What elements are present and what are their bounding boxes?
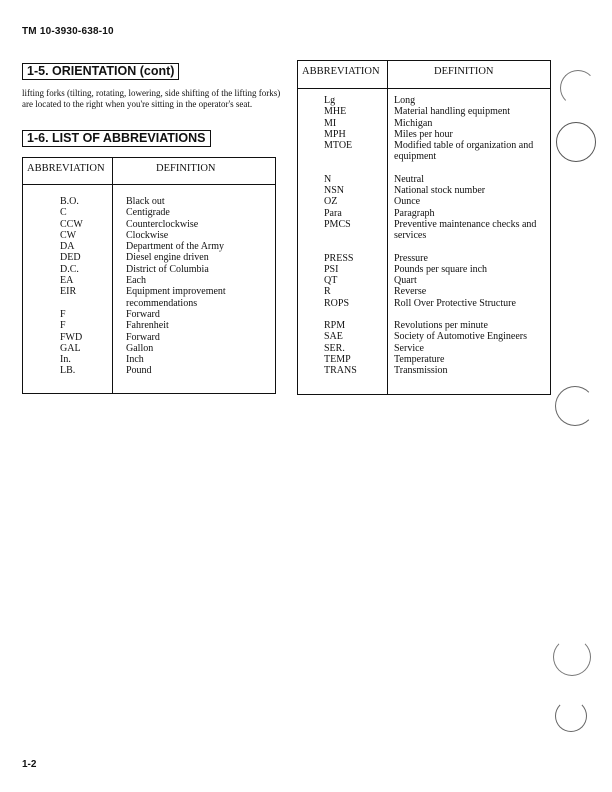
- definition-cell: Centigrade: [126, 207, 170, 219]
- abbreviations-heading: 1-6. LIST OF ABBREVIATIONS: [22, 130, 211, 147]
- table-row: [60, 219, 270, 230]
- table-row: [324, 185, 545, 196]
- definition-cell: Paragraph: [394, 207, 435, 219]
- definition-cell: National stock number: [394, 185, 486, 197]
- abbreviation-cell: PMCS: [324, 218, 351, 230]
- definition-cell: Each: [126, 275, 146, 287]
- definition-cell: Quart: [394, 275, 417, 287]
- abbreviation-cell: FWD: [60, 331, 83, 343]
- abbreviation-cell: F: [60, 320, 66, 332]
- definition-cell: Neutral: [394, 173, 424, 185]
- binder-hole-mark: [556, 122, 596, 162]
- orientation-paragraph: lifting forks (tilting, rotating, lowering, side shifting of the lifting forks) are located to the right when you're sitting in the operator's seat.: [22, 88, 281, 110]
- table-row: [324, 95, 545, 106]
- table-row: [60, 365, 270, 376]
- abbreviation-cell: GAL: [60, 342, 81, 354]
- abbreviation-cell: TRANS: [324, 365, 357, 377]
- abbreviation-cell: SER.: [324, 342, 345, 354]
- definition-cell: Inch: [126, 354, 144, 366]
- table-header: [298, 61, 550, 89]
- col-header-abbreviation: ABBREVIATION: [27, 163, 105, 174]
- definition-cell: Pound: [126, 365, 152, 377]
- table-row: [324, 354, 545, 365]
- table-row: [324, 140, 545, 163]
- abbreviation-cell: N: [324, 173, 332, 185]
- abbreviation-cell: In.: [60, 354, 71, 366]
- definition-cell: Michigan: [394, 117, 433, 129]
- table-row: [324, 196, 545, 207]
- table-row: [324, 219, 545, 242]
- abbreviation-cell: F: [60, 308, 66, 320]
- abbreviation-cell: R: [324, 286, 331, 298]
- table-row: [324, 174, 545, 185]
- table-row: [324, 343, 545, 354]
- abbreviation-cell: MI: [324, 117, 337, 129]
- table-row: [60, 354, 270, 365]
- definition-cell: Reverse: [394, 286, 427, 298]
- definition-cell: Pounds per square inch: [394, 263, 488, 275]
- abbreviation-cell: EA: [60, 275, 74, 287]
- table-row: [324, 320, 545, 331]
- definition-cell: Transmission: [394, 365, 448, 377]
- table-row: [324, 365, 545, 376]
- definition-cell: Service: [394, 342, 424, 354]
- abbreviation-cell: D.C.: [60, 263, 79, 275]
- abbreviation-cell: QT: [324, 275, 338, 287]
- definition-cell: Forward: [126, 308, 160, 320]
- abbreviation-cell: Lg: [324, 95, 336, 106]
- abbreviation-cell: MPH: [324, 128, 346, 140]
- table-row: [324, 298, 545, 309]
- binder-hole-mark: [555, 386, 595, 426]
- table-body: [324, 95, 545, 377]
- definition-cell: Clockwise: [126, 229, 169, 241]
- abbreviation-cell: CW: [60, 229, 77, 241]
- table-body: [60, 196, 270, 377]
- table-row: [324, 286, 545, 297]
- table-row: [60, 343, 270, 354]
- abbreviation-cell: Para: [324, 207, 342, 219]
- abbreviation-cell: SAE: [324, 331, 343, 343]
- abbreviation-cell: DED: [60, 252, 81, 264]
- table-row: [324, 275, 545, 286]
- definition-cell: Roll Over Protective Structure: [394, 297, 516, 309]
- definition-cell: Society of Automotive Engineers: [394, 331, 528, 343]
- abbreviation-cell: ROPS: [324, 297, 350, 309]
- definition-cell: Ounce: [394, 196, 421, 208]
- definition-cell: Revolutions per minute: [394, 320, 488, 332]
- abbreviation-cell: MHE: [324, 106, 347, 118]
- abbreviation-cell: CCW: [60, 218, 83, 230]
- table-row: [324, 253, 545, 264]
- orientation-heading: 1-5. ORIENTATION (cont): [22, 63, 179, 80]
- definition-cell: Pressure: [394, 252, 428, 264]
- definition-cell: Material handling equipment: [394, 106, 511, 118]
- col-header-definition: DEFINITION: [434, 66, 494, 77]
- table-row: [60, 332, 270, 343]
- definition-cell: Miles per hour: [394, 128, 453, 140]
- definition-cell: Diesel engine driven: [126, 252, 209, 264]
- tm-number: TM 10-3930-638-10: [22, 26, 114, 37]
- definition-cell: Department of the Army: [126, 241, 225, 253]
- table-row: [60, 275, 270, 286]
- binder-hole-mark: [560, 70, 596, 106]
- abbreviation-cell: NSN: [324, 185, 345, 197]
- abbreviation-cell: PSI: [324, 263, 339, 275]
- definition-cell: Fahrenheit: [126, 320, 169, 332]
- binder-hole-mark: [553, 638, 591, 676]
- abbreviation-cell: EIR: [60, 286, 77, 298]
- table-row: [324, 118, 545, 129]
- binder-hole-mark: [555, 700, 587, 732]
- col-header-abbreviation: ABBREVIATION: [302, 66, 380, 77]
- table-row: [60, 241, 270, 252]
- definition-cell: Gallon: [126, 342, 154, 354]
- abbreviation-cell: PRESS: [324, 252, 354, 264]
- abbreviation-cell: DA: [60, 241, 75, 253]
- table-row: [60, 320, 270, 331]
- table-row: [324, 331, 545, 342]
- col-header-definition: DEFINITION: [156, 163, 216, 174]
- definition-cell: Forward: [126, 331, 160, 343]
- table-row: [60, 309, 270, 320]
- definition-cell: Modified table of organization and equipment: [394, 140, 534, 163]
- abbreviation-cell: B.O.: [60, 196, 79, 207]
- abbreviations-table-right: [297, 60, 551, 395]
- abbreviation-cell: OZ: [324, 196, 338, 208]
- table-row: [60, 207, 270, 218]
- page-number: 1-2: [22, 759, 37, 770]
- table-row: [60, 230, 270, 241]
- table-row: [324, 264, 545, 275]
- definition-cell: Equipment improvement recommendations: [126, 286, 226, 309]
- definition-cell: Counterclockwise: [126, 218, 199, 230]
- abbreviations-table-left: [22, 157, 276, 394]
- abbreviation-cell: C: [60, 207, 67, 219]
- definition-cell: Black out: [126, 196, 165, 207]
- abbreviation-cell: MTOE: [324, 140, 353, 152]
- abbreviation-cell: TEMP: [324, 353, 351, 365]
- table-row: [60, 196, 270, 207]
- abbreviation-cell: RPM: [324, 320, 346, 332]
- table-row: [60, 264, 270, 275]
- table-header: [23, 158, 275, 185]
- table-row: [60, 252, 270, 263]
- table-row: [324, 129, 545, 140]
- abbreviation-cell: LB.: [60, 365, 76, 377]
- definition-cell: District of Columbia: [126, 263, 209, 275]
- definition-cell: Temperature: [394, 353, 445, 365]
- table-row: [60, 286, 270, 309]
- table-row: [324, 208, 545, 219]
- definition-cell: Long: [394, 95, 416, 106]
- definition-cell: Preventive maintenance checks and services: [394, 218, 537, 242]
- table-row: [324, 106, 545, 117]
